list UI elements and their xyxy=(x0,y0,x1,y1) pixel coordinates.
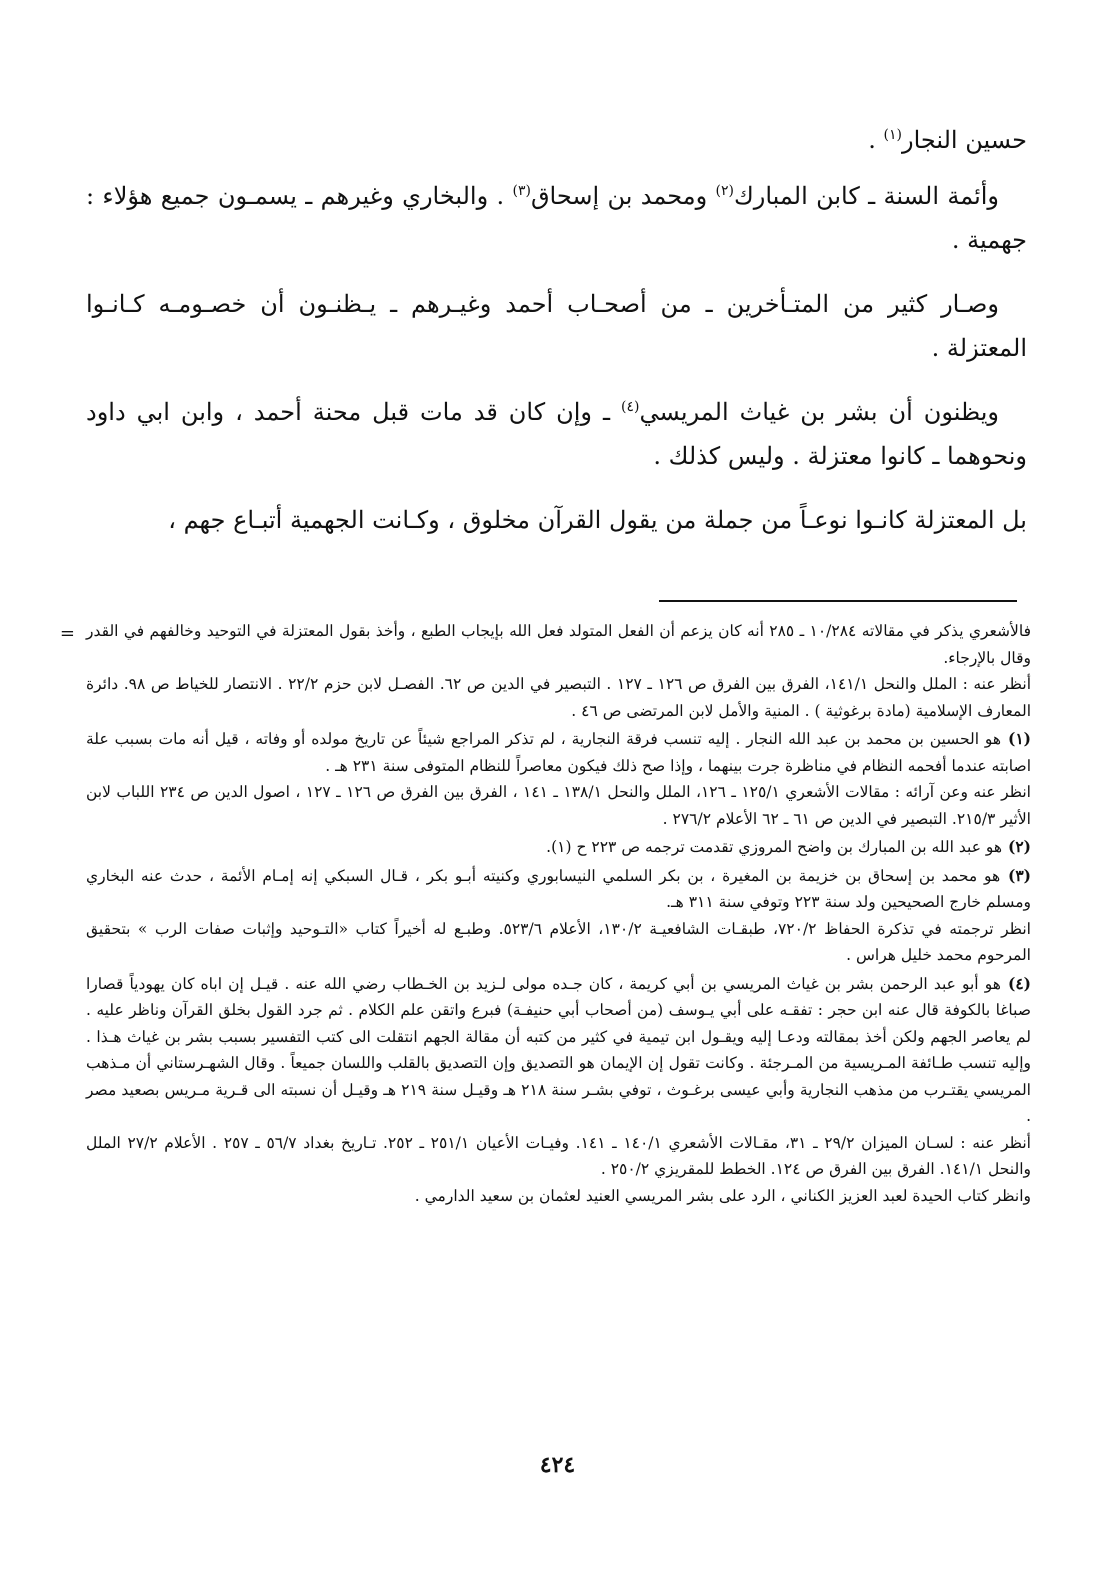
footnote-continuation-refs: أنظر عنه : الملل والنحل ١٤١/١، الفرق بين الفرق ص ١٢٦ ـ ١٢٧ . التبصير في الدين ص ٦٢. الفصـل لابن حزم ٢٢/٢ . الانتصار للخياط ص ٩٨. دائرة المعارف الإسلامية (مادة برغوثية ) . المنية والأمل لابن المرتضى ص ٤٦ . xyxy=(86,675,1031,720)
p2-part-a: وأئمة السنة ـ كابن المبارك xyxy=(733,182,1000,210)
p1-text: حسين النجار xyxy=(901,126,1027,154)
footnote-2-number: (٢) xyxy=(1007,837,1031,856)
footnote-1-text: هو الحسين بن محمد بن عبد الله النجار . إليه تنسب فرقة النجارية ، لم تذكر المراجع شيئاً عن تاريخ مولده أو وفاته ، قيل أنه مات بسبب علة اصابته عندما أفحمه النظام في مناظرة جرت بينهما ، وإذا صح ذلك فيكون معاصراً للنظام المتوفى سنة ٢٣١ هـ . xyxy=(86,730,1031,775)
footnote-4-refs-2: وانظر كتاب الحيدة لعبد العزيز الكناني ، الرد على بشر المريسي العنيد لعثمان بن سعيد الدارمي . xyxy=(414,1186,1031,1205)
footnote-ref-3[interactable]: (٣) xyxy=(512,183,531,199)
continuation-mark: = xyxy=(59,623,75,644)
p5-text: بل المعتزلة كانـوا نوعـاً من جملة من يقول القرآن مخلوق ، وكـانت الجهمية أتبـاع جهم ، xyxy=(168,506,1027,534)
page-number: ٤٢٤ xyxy=(539,1452,576,1478)
p2-part-b: ومحمد بن إسحاق xyxy=(530,182,716,210)
footnote-ref-1[interactable]: (١) xyxy=(883,127,902,143)
main-paragraph-2 xyxy=(86,174,1027,262)
footnote-2 xyxy=(86,834,1031,861)
footnote-3-text: هو محمد بن إسحاق بن خزيمة بن المغيرة ، بن بكر السلمي النيسابوري وكنيته أبـو بكر ، قـال السبكي إنه إمـام الأئمة ، حدث عنه البخاري ومسلم خارج الصحيحين ولد سنة ٢٢٣ وتوفي سنة ٣١١ هـ. xyxy=(86,866,1031,911)
footnote-4-number: (٤) xyxy=(1007,973,1031,993)
footnote-4 xyxy=(86,971,1031,1210)
p4-part-b: ـ وإن كان قد مات قبل محنة أحمد ، وابن ابي داود ونحوهما ـ كانوا معتزلة . وليس كذلك . xyxy=(86,398,1027,470)
footnote-1-number: (١) xyxy=(1007,729,1031,748)
footnote-3 xyxy=(86,863,1031,969)
footnote-3-refs: انظر ترجمته في تذكرة الحفاظ ٧٢٠/٢، طبقـات الشافعيـة ١٣٠/٢، الأعلام ٥٢٣/٦. وطبـع له أخيراً كتاب «التـوحيد وإثبات صفات الرب » بتحقيق المرحوم محمد خليل هراس . xyxy=(86,919,1031,964)
footnotes xyxy=(86,618,1031,1211)
main-paragraph-1 xyxy=(86,118,1027,162)
main-paragraph-3 xyxy=(86,282,1027,370)
p3-text: وصـار كثير من المتـأخرين ـ من أصحـاب أحمد وغيـرهم ـ يـظنـون أن خصـومـه كـانـوا المعتزلة . xyxy=(86,290,1027,362)
footnote-4-text: هو أبو عبد الرحمن بشر بن غياث المريسي بن أبي كريمة ، كان جـده مولى لـزيد بن الخـطاب رضي الله عنه . قيـل إن اباه كان يهودياً قصارا صباغا بالكوفة قال عنه ابن حجر : تفقـه على أبي يـوسف (من أصحاب أبي حنيفـة) فبرع واتقن علم الكلام . ثم جرد القول بخلق القرآن وناظر عليه . لم يعاصر الجهم ولكن أخذ بمقالته ودعـا إليه ويقـول ابن تيمية في كثير من كتبه أن مقالة الجهم انتقلت الى كتب التفسير بسبب بشر بن غياث هـذا . وإليه تنسب طـائفة المـريسية من المـرجئة . وكانت تقول إن الإيمان هو التصديق وإن التصديق بالقلب واللسان جميعاً . وقال الشهـرستاني أن مـذهب المريسي يقتـرب من مذهب النجارية وأبي عيسى برغـوث ، توفي بشـر سنة ٢١٨ هـ وقيـل سنة ٢١٩ هـ وقيـل أن نسبته الى قـرية مـريس بصعيد مصر . xyxy=(86,974,1031,1125)
footnote-continuation xyxy=(86,618,1031,724)
footnote-ref-4[interactable]: (٤) xyxy=(621,399,640,415)
main-text xyxy=(86,118,1027,562)
footnote-1-refs: انظر عنه وعن آرائه : مقالات الأشعري ١٢٥/١ ـ ١٢٦، الملل والنحل ١٣٨/١ ـ ١٤١ ، الفرق بين الفرق ص ١٢٦ ـ ١٢٧ ، اصول الدين ص ٢٣٤ اللباب لابن الأثير ٢١٥/٣. التبصير في الدين ص ٦١ ـ ٦٢ الأعلام ٢٧٦/٢ . xyxy=(86,783,1031,828)
p1-end: . xyxy=(868,126,884,154)
footnote-3-number: (٣) xyxy=(1007,865,1031,885)
main-paragraph-5 xyxy=(86,498,1027,542)
main-paragraph-4 xyxy=(86,390,1027,478)
footnote-separator xyxy=(659,600,1017,602)
footnote-4-refs-1: أنظر عنه : لسـان الميزان ٢٩/٢ ـ ٣١، مقـالات الأشعري ١٤٠/١ ـ ١٤١. وفيـات الأعيان ٢٥١/١ ـ ٢٥٢. تـاريخ بغداد ٥٦/٧ ـ ٢٥٧ . الأعلام ٢٧/٢ الملل والنحل ١٤١/١. الفرق بين الفرق ص ١٢٤. الخطط للمقريزي ٢٥٠/٢ . xyxy=(86,1133,1031,1178)
footnote-1 xyxy=(86,726,1031,832)
footnote-2-text: هو عبد الله بن المبارك بن واضح المروزي تقدمت ترجمه ص ٢٢٣ ح (١). xyxy=(546,838,1003,856)
footnote-continuation-text: فالأشعري يذكر في مقالاته ١٠/٢٨٤ ـ ٢٨٥ أنه كان يزعم أن الفعل المتولد فعل الله بإيجاب الطبع ، وأخذ بقول المعتزلة في التوحيد وخالفهم في القدر وقال بالإرجاء. xyxy=(86,622,1031,667)
footnote-ref-2[interactable]: (٢) xyxy=(715,183,734,199)
p2-part-c: . والبخاري وغيرهم ـ يسمـون جميع هؤلاء : جهمية . xyxy=(86,182,1027,254)
p4-part-a: ويظنون أن بشر بن غياث المريسي xyxy=(639,398,999,426)
